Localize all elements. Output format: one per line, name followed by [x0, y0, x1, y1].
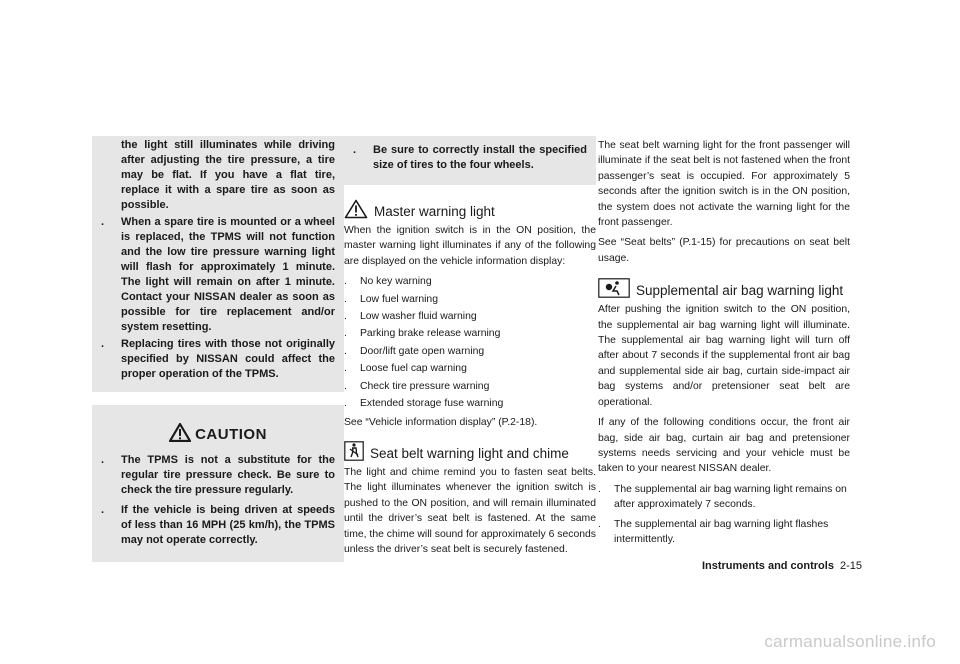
- list-item: . Parking brake release warning: [344, 328, 501, 340]
- master-warning-list: [344, 274, 596, 411]
- watermark: carmanualsonline.info: [764, 632, 936, 651]
- column-1: [92, 136, 344, 562]
- warning-bullet: . When a spare tire is mounted or a wheel is replaced, the TPMS will not function and the low tire pressure warning light will flash for approximately 1 minute. The light will remain on after 1 minute. Contact your NISSAN dealer as soon as possible for tire replacement and/or system resetting.: [101, 216, 335, 333]
- caution-box: [92, 405, 344, 562]
- master-warning-see-ref: See “Vehicle information display” (P.2-18).: [344, 417, 538, 429]
- caution-bullet: . If the vehicle is being driven at speeds of less than 16 MPH (25 km/h), the TPMS may not operate correctly.: [101, 504, 335, 546]
- warning-continued-text: the light still illuminates while driving after adjusting the tire pressure, a tire may be flat. If you have a flat tire, replace it with a spare tire as soon as possible.: [121, 139, 335, 211]
- column-3: [598, 138, 850, 549]
- page-number: 2-15: [839, 560, 862, 572]
- master-warning-icon: [344, 199, 368, 219]
- seatbelt-icon: [344, 441, 364, 461]
- list-item: . Extended storage fuse warning: [344, 398, 504, 410]
- warning-bullet: . Be sure to correctly install the specified size of tires to the four wheels.: [353, 144, 587, 171]
- seatbelt-passenger-text: The seat belt warning light for the front passenger will illuminate if the seat belt is not fastened when the front passenger’s seat is occupied. For approximately 5 seconds after the ignition switch is in the ON position, the system does not activate the warning light for the front passenger.: [598, 140, 850, 229]
- list-item: . The supplemental air bag warning light remains on after approximately 7 seconds.: [598, 483, 847, 511]
- master-warning-heading: Master warning light: [344, 199, 596, 219]
- list-item: . Door/lift gate open warning: [344, 345, 485, 357]
- airbag-text-2: If any of the following conditions occur, the front air bag, side air bag, curtain air bag and pretensioner systems needs servicing and your vehicle must be taken to your nearest NISSAN dealer.: [598, 417, 850, 475]
- airbag-heading: Supplemental air bag warning light: [598, 278, 850, 298]
- seatbelt-see-ref: See “Seat belts” (P.1-15) for precautions on seat belt usage.: [598, 237, 850, 264]
- footer-section: Instruments and controls: [701, 560, 834, 572]
- seatbelt-heading: Seat belt warning light and chime: [344, 441, 596, 461]
- master-warning-intro: When the ignition switch is in the ON position, the master warning light illuminates if any of the following are displayed on the vehicle information display:: [344, 225, 596, 267]
- airbag-icon: [598, 278, 630, 298]
- column-2: [344, 136, 596, 562]
- list-item: . Check tire pressure warning: [344, 380, 490, 392]
- caution-bullet: . The TPMS is not a substitute for the regular tire pressure check. Be sure to check the tire pressure regularly.: [101, 454, 335, 496]
- warning-box-tires: [344, 136, 596, 185]
- caution-title: CAUTION: [101, 423, 335, 443]
- list-item: . No key warning: [344, 276, 432, 288]
- warning-bullet: . Replacing tires with those not originally specified by NISSAN could affect the proper operation of the TPMS.: [101, 338, 335, 380]
- list-item: . Loose fuel cap warning: [344, 363, 467, 375]
- list-item: . The supplemental air bag warning light flashes intermittently.: [598, 518, 829, 545]
- warning-box-tpms: [92, 136, 344, 392]
- page-footer: [702, 560, 862, 572]
- seatbelt-text: The light and chime remind you to fasten seat belts. The light illuminates whenever the ignition switch is pushed to the ON position, and will remain illuminated until the driver’s seat belt is fastened. At the same time, the chime will sound for approximately 6 seconds unless the driver’s seat belt is securely fastened.: [344, 466, 596, 555]
- list-item: . Low washer fluid warning: [344, 311, 477, 323]
- caution-triangle-icon: [169, 423, 191, 442]
- list-item: . Low fuel warning: [344, 293, 438, 305]
- airbag-text-1: After pushing the ignition switch to the ON position, the supplemental air bag warning light will illuminate. The supplemental air bag warning light will turn off after about 7 seconds if the supplemental front air bag and supplemental side air bag, curtain side-impact air bag systems and/or pretensioner seat belt are operational.: [598, 304, 850, 408]
